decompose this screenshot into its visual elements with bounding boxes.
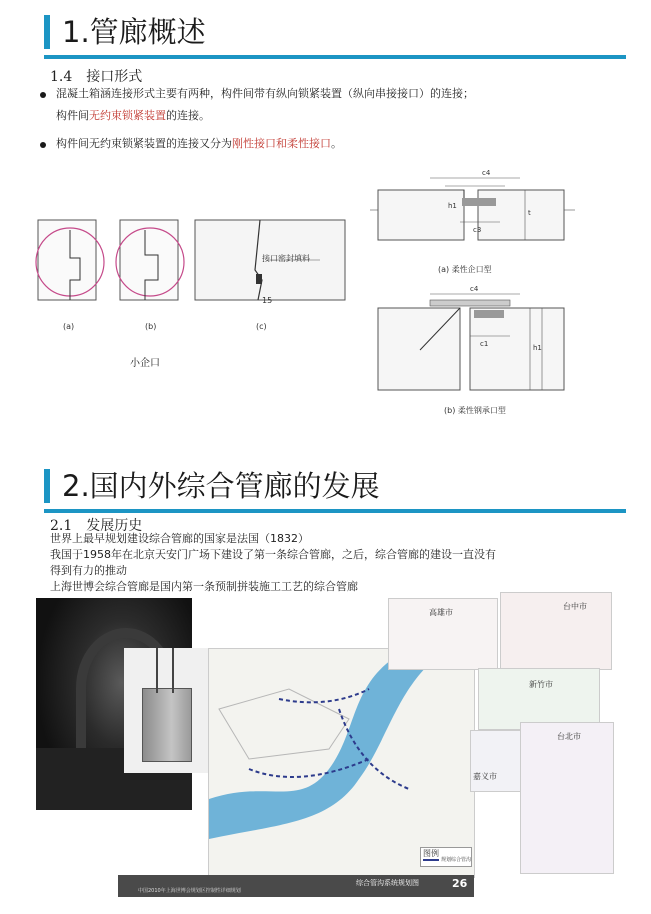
city-map-hsinchu: 新竹市 <box>478 668 600 730</box>
city-map-taichung: 台中市 <box>500 592 612 670</box>
fig-label-a: (a) <box>63 322 75 331</box>
plan-footer-small: 中国2010年上海世博会规划区控制性详细规划 <box>138 888 241 894</box>
section-title: 2.国内外综合管廊的发展 <box>62 469 380 503</box>
fig-label-c: (c) <box>256 322 267 331</box>
history-line-4: 上海世博会综合管廊是国内第一条预制拼装施工工艺的综合管廊 <box>50 580 358 593</box>
section-title: 1.管廊概述 <box>62 15 206 49</box>
figure-caption-steel: (b) 柔性钢承口型 <box>444 406 506 415</box>
history-line-1: 世界上最早规划建设综合管廊的国家是法国（1832） <box>50 532 309 545</box>
subsection-title: 2.1 发展历史 <box>50 518 143 534</box>
dim-label: 15 <box>262 296 273 305</box>
section-rule <box>44 55 626 59</box>
expo-plan-map <box>208 648 475 878</box>
history-line-2: 我国于1958年在北京天安门广场下建设了第一条综合管廊，之后，综合管廊的建设一直没有 <box>50 548 496 561</box>
legend-item: 规划综合管沟 <box>441 857 472 863</box>
figure-caption-flexible: (a) 柔性企口型 <box>438 265 492 274</box>
fig-label-b: (b) <box>145 322 157 331</box>
svg-text:c3: c3 <box>473 226 482 234</box>
seal-note: 接口密封填料 <box>262 254 310 263</box>
bullet-dot <box>40 142 46 148</box>
city-map-taipei: 台北市 <box>520 722 614 874</box>
city-map-chiayi: 嘉义市 <box>470 730 524 792</box>
joint-drawing-small <box>30 210 350 330</box>
bullet-text-1a: 混凝土箱涵连接形式主要有两种，构件间带有纵向锁紧装置（纵向串接接口）的连接； <box>56 87 474 100</box>
history-line-3: 得到有力的推动 <box>50 564 127 577</box>
bullet-text-1b: 构件间无约束锁紧装置的连接。 <box>56 109 210 122</box>
legend-swatch <box>423 859 439 861</box>
svg-text:c1: c1 <box>480 340 489 348</box>
svg-text:c4: c4 <box>470 285 479 293</box>
svg-text:t: t <box>528 209 531 217</box>
section-accent-bar <box>44 469 50 503</box>
plan-footer-title: 综合管沟系统规划图 <box>356 879 419 887</box>
subsection-title: 1.4 接口形式 <box>50 69 143 85</box>
bullet-dot <box>40 92 46 98</box>
figure-caption: 小企口 <box>130 358 160 369</box>
svg-text:h1: h1 <box>533 344 542 352</box>
legend-title: 图例 <box>423 849 439 858</box>
section-rule <box>44 509 626 513</box>
svg-text:h1: h1 <box>448 202 457 210</box>
plan-footer-bar <box>118 875 474 897</box>
bullet-text-2: 构件间无约束锁紧装置的连接又分为刚性接口和柔性接口。 <box>56 137 342 150</box>
city-map-kaohsiung: 高雄市 <box>388 598 498 670</box>
joint-drawing-flexible <box>370 160 585 420</box>
precast-photo <box>124 648 208 773</box>
svg-text:c4: c4 <box>482 169 491 177</box>
section-accent-bar <box>44 15 50 49</box>
map-legend <box>420 847 472 867</box>
page-number: 26 <box>452 877 468 890</box>
